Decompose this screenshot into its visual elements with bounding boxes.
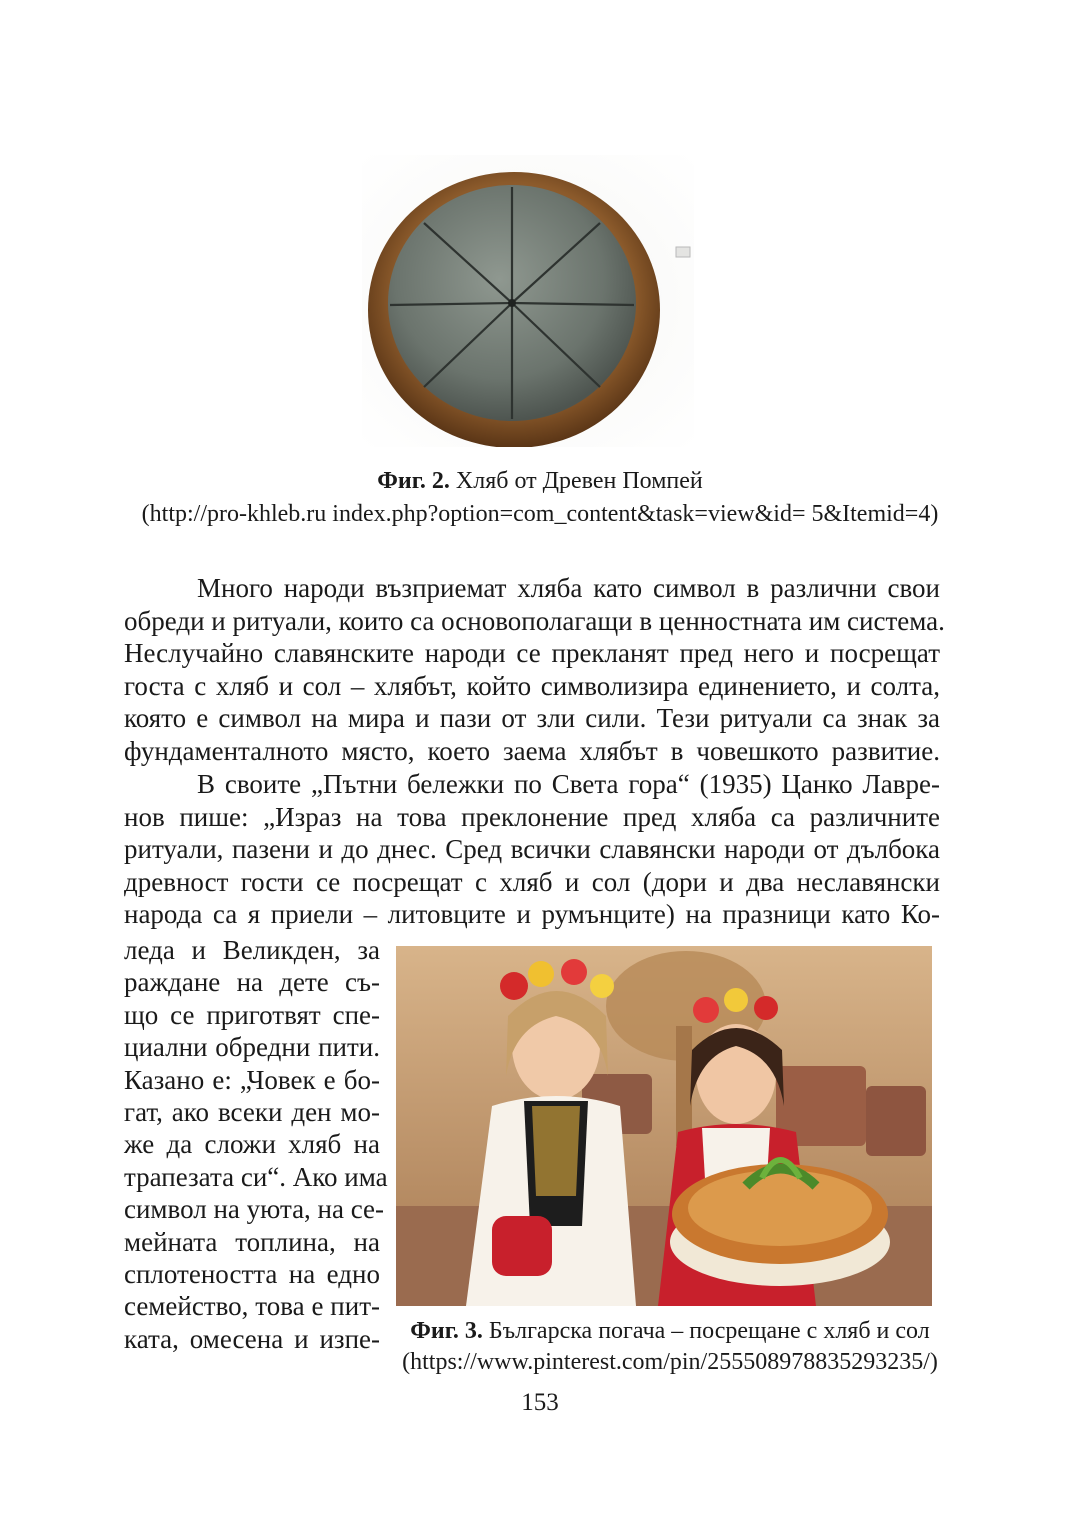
- text-line: семейство, това е пит-: [124, 1291, 380, 1322]
- text-line: обреди и ритуали, които са основополагащи в ценностната им система.: [124, 605, 945, 636]
- text-line: раждане на дете съ-: [124, 967, 380, 998]
- figure2-source: (http://pro-khleb.ru index.php?option=com_content&task=view&id= 5&Itemid=4): [141, 501, 939, 527]
- text-line: ритуали, пазени и до днес. Сред всички славянски народи от дълбока: [124, 834, 940, 865]
- text-line: символ на уюта, на се-: [124, 1194, 385, 1225]
- figure2-caption: [0, 466, 1080, 496]
- text-line: която е символ на мира и пази от зли сили. Тези ритуали са знак за: [124, 703, 940, 734]
- text-line: що се приготвят спе-: [124, 999, 380, 1030]
- text-line: же да сложи хляб на: [124, 1129, 380, 1160]
- paragraph-2: [124, 768, 940, 931]
- text-line: Неслучайно славянските народи се прекланят пред него и посрещат: [124, 638, 940, 669]
- figure3-caption-text: Българска погача – посрещане с хляб и сол: [482, 1318, 930, 1344]
- text-line: нов пише: „Израз на това преклонение пред хляба са различните: [124, 801, 940, 832]
- figure2-label: Фиг. 2.: [377, 468, 450, 494]
- page-number: 153: [521, 1389, 559, 1416]
- figure2-caption-text: Хляб от Древен Помпей: [449, 468, 703, 494]
- text-line: народа са я приели – литовците и румънците) на празници като Ко-: [124, 899, 940, 930]
- pompeii-bread-photo: [362, 155, 694, 447]
- text-line: древност гости се посрещат с хляб и сол (дори и два неславянски: [124, 866, 940, 897]
- figure3-label: Фиг. 3.: [410, 1318, 483, 1344]
- paragraph-2-wrapped-column: [124, 934, 388, 1355]
- text-line: мейната топлина, на: [124, 1226, 380, 1257]
- text-line: В своите „Пътни бележки по Света гора“ (1935) Цанко Лавре-: [197, 769, 940, 799]
- text-line: фундаменталното място, което заема хлябът в човешкото развитие.: [124, 735, 940, 766]
- text-line: Много народи възприемат хляба като символ в различни свои: [197, 573, 940, 603]
- text-line: циални обредни пити.: [124, 1032, 380, 1063]
- text-line: гат, ако всеки ден мо-: [124, 1096, 380, 1127]
- text-line: ката, омесена и изпе-: [124, 1323, 380, 1354]
- text-line: сплотеността на едно: [124, 1258, 380, 1289]
- text-line: трапезата си“. Ако има: [124, 1161, 388, 1192]
- bulgarian-pogacha-photo: [396, 946, 932, 1306]
- figure3-caption-block: [400, 1316, 940, 1378]
- figure3-caption: [400, 1316, 940, 1347]
- text-line: госта с хляб и сол – хлябът, който символизира единението, и солта,: [124, 670, 940, 701]
- paragraph-1: [124, 572, 945, 768]
- text-line: Казано е: „Човек е бо-: [124, 1064, 380, 1095]
- figure3-source: (https://www.pinterest.com/pin/255508978835293235/): [402, 1349, 938, 1375]
- text-line: леда и Великден, за: [124, 935, 380, 965]
